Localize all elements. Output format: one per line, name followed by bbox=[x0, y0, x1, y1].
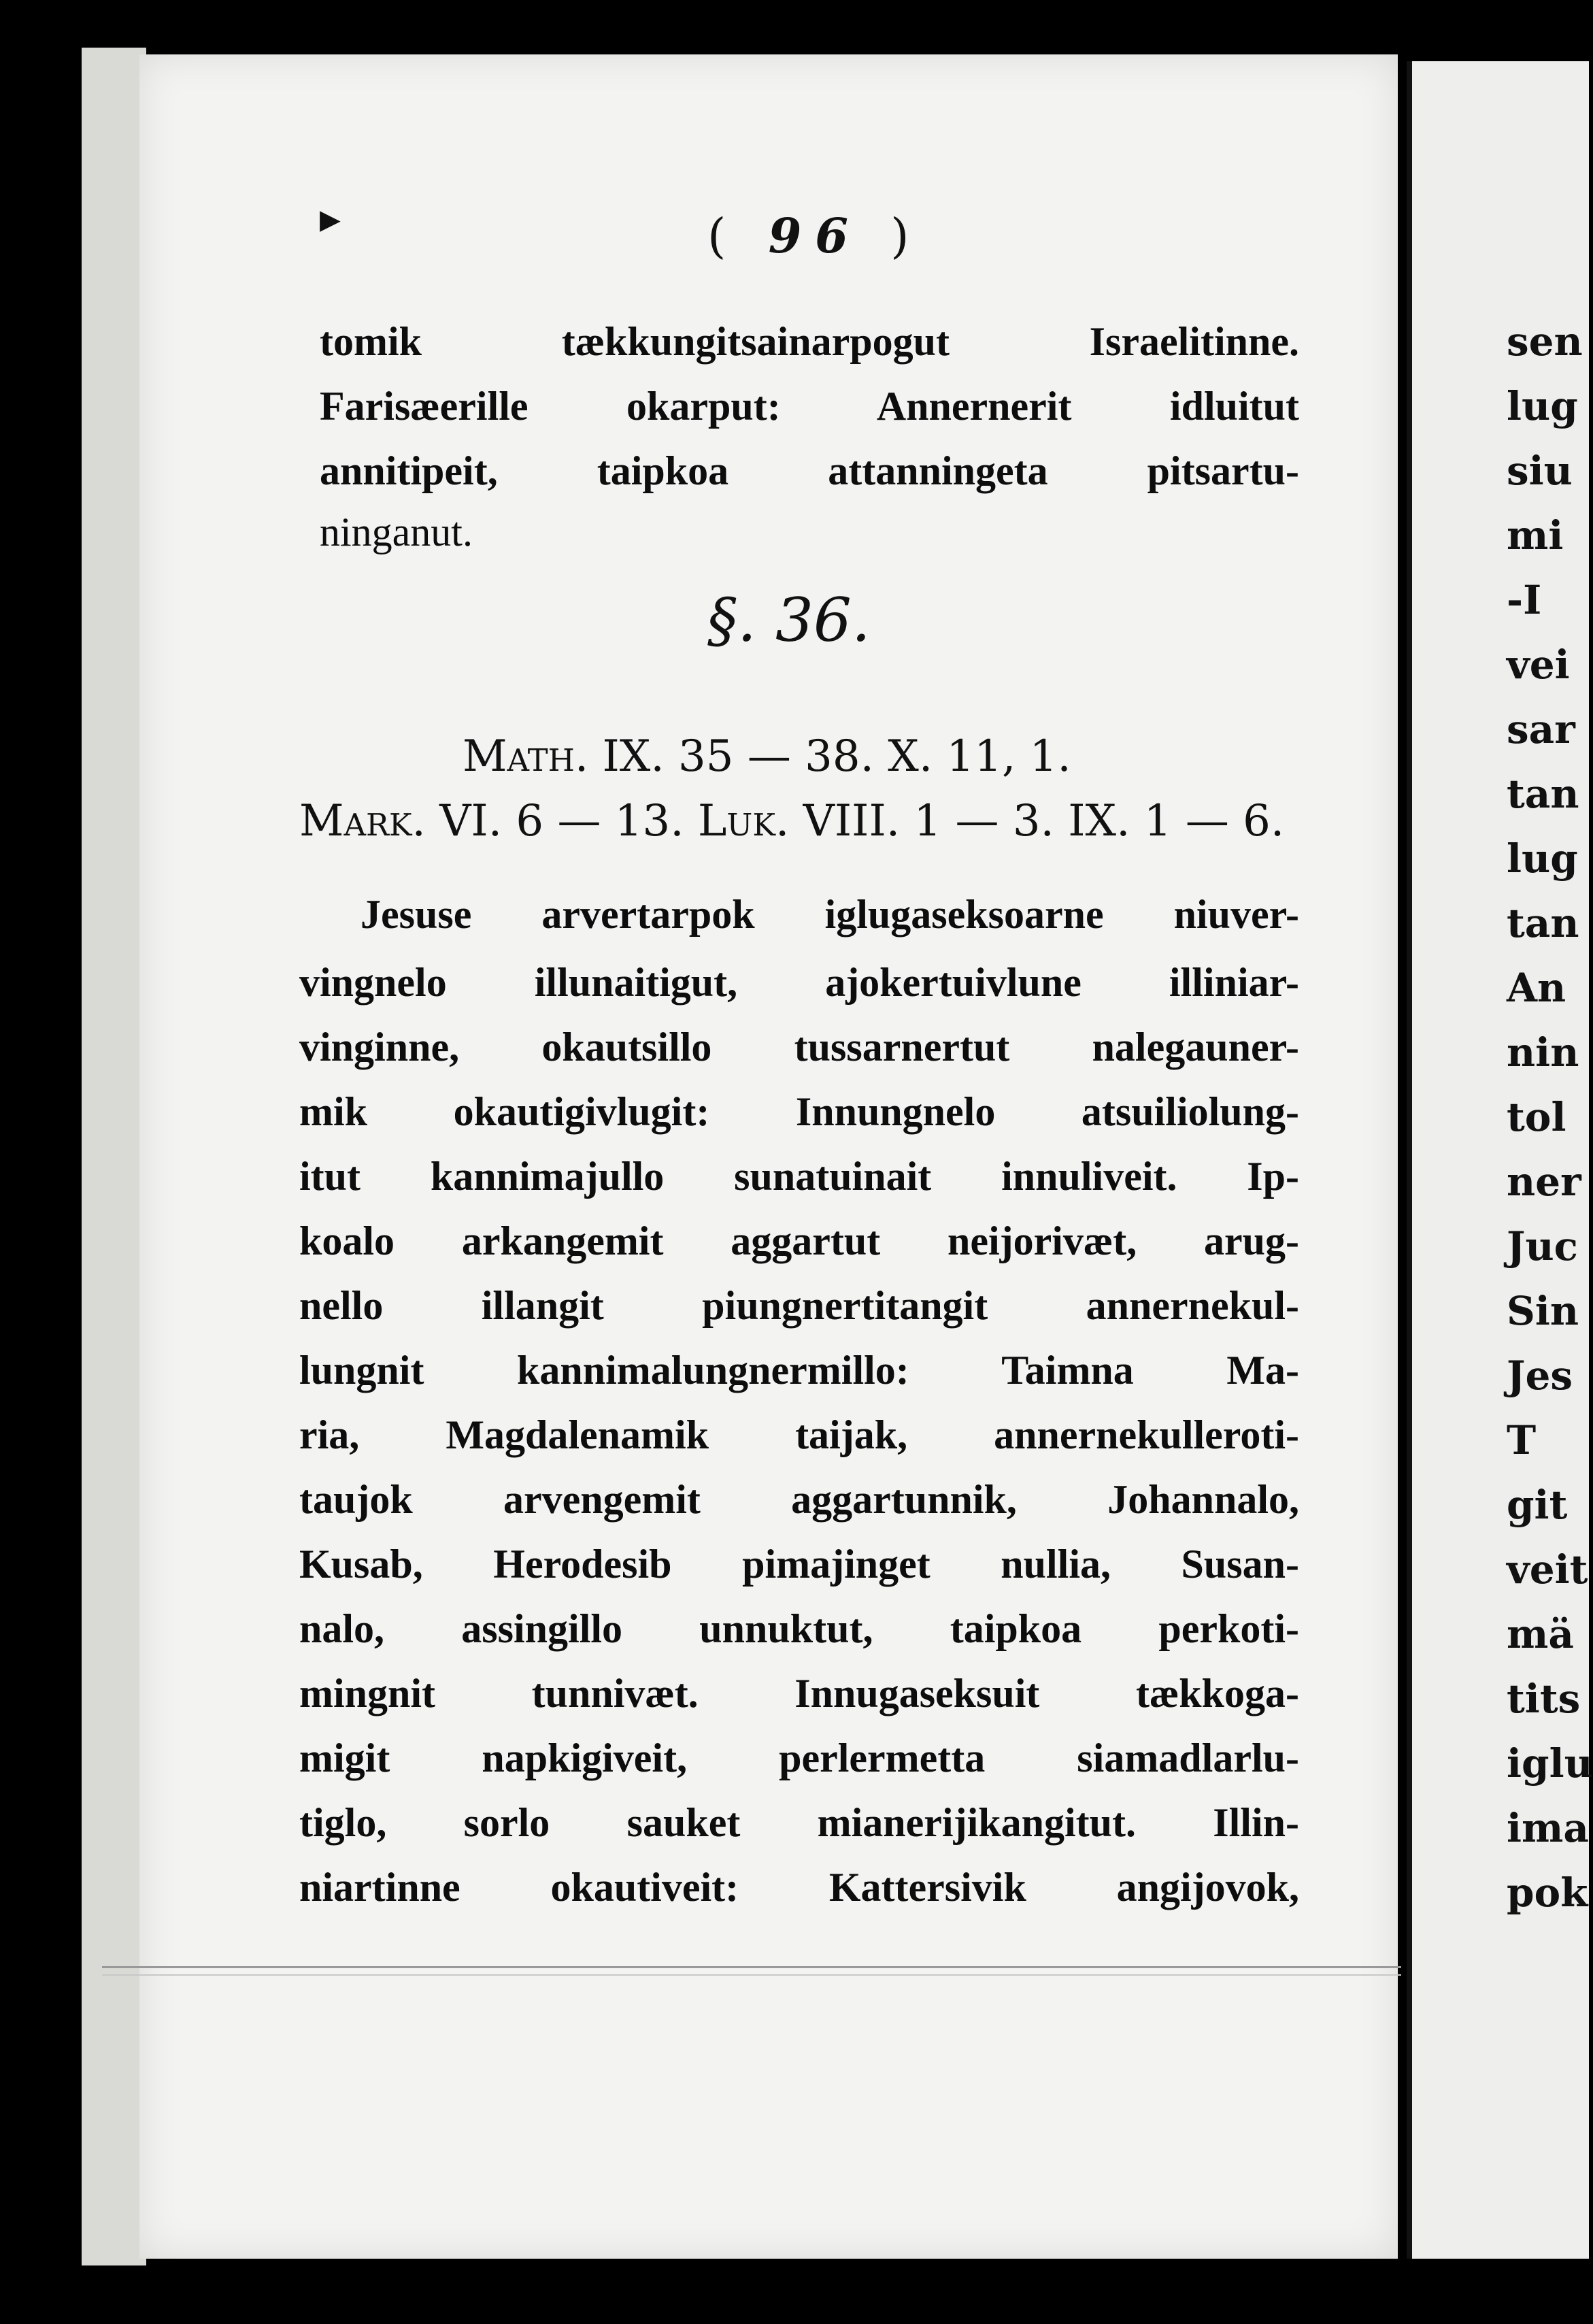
text-line: tomik tækkungitsainarpogut Israelitinne. bbox=[320, 319, 1299, 364]
next-page-fragment: vei bbox=[1507, 642, 1570, 688]
text-line: lungnit kannimalungnermillo: Taimna Ma- bbox=[299, 1348, 1299, 1393]
paren-close: ) bbox=[890, 208, 923, 264]
next-page-fragment: nin bbox=[1507, 1029, 1579, 1076]
next-page-fragment: tits bbox=[1507, 1676, 1581, 1722]
next-page-fragment: tan bbox=[1507, 771, 1579, 817]
next-page-fragment: siu bbox=[1507, 448, 1573, 494]
next-page-fragment: Juc bbox=[1507, 1223, 1578, 1269]
text-line: migit napkigiveit, perlermetta siamadlarlu- bbox=[299, 1736, 1299, 1780]
next-page-fragment: mi bbox=[1507, 512, 1564, 559]
text-line: tiglo, sorlo sauket mianerijikangitut. Illin- bbox=[299, 1800, 1299, 1845]
text-line: itut kannimajullo sunatuinait innuliveit. Ip- bbox=[299, 1154, 1299, 1199]
text-line: nello illangit piungnertitangit annernekul- bbox=[299, 1283, 1299, 1328]
next-page-fragment: lug bbox=[1507, 835, 1578, 882]
next-page-fragment: tan bbox=[1507, 900, 1579, 946]
text-line: ninganut. bbox=[320, 510, 473, 554]
text-line: vingnelo illunaitigut, ajokertuivlune illiniar- bbox=[299, 960, 1299, 1005]
next-page-fragment: veit bbox=[1507, 1546, 1588, 1593]
text-line: vinginne, okautsillo tussarnertut nalegauner- bbox=[299, 1025, 1299, 1069]
scripture-reference-1: Math. IX. 35 — 38. X. 11, 1. bbox=[463, 731, 1071, 782]
text-line: annitipeit, taipkoa attanningeta pitsartu- bbox=[320, 448, 1299, 493]
text-line: taujok arvengemit aggartunnik, Johannalo, bbox=[299, 1477, 1299, 1522]
next-page-fragment: -I bbox=[1507, 577, 1542, 623]
next-page-fragment: git bbox=[1507, 1482, 1568, 1528]
page-number: 96 bbox=[768, 208, 862, 264]
page-gutter bbox=[82, 48, 146, 2265]
next-page-fragment: Sin bbox=[1507, 1288, 1579, 1334]
next-page-fragment: Jes bbox=[1507, 1352, 1573, 1399]
next-page-fragment: An bbox=[1507, 965, 1566, 1011]
paren-open: ( bbox=[707, 208, 740, 264]
text-line: nalo, assingillo unnuktut, taipkoa perkoti- bbox=[299, 1606, 1299, 1651]
text-line: mik okautigivlugit: Innungnelo atsuiliolung- bbox=[299, 1089, 1299, 1134]
page-fold-line-secondary bbox=[102, 1974, 1401, 1976]
text-line: Kusab, Herodesib pimajinget nullia, Susan- bbox=[299, 1542, 1299, 1587]
next-page-fragment: ner bbox=[1507, 1159, 1581, 1205]
running-head bbox=[707, 208, 923, 264]
next-page-fragment: mä bbox=[1507, 1611, 1574, 1657]
next-page-fragment: iglu bbox=[1507, 1740, 1593, 1787]
section-heading: §. 36. bbox=[707, 585, 871, 655]
next-page-fragment: tol bbox=[1507, 1094, 1566, 1140]
scripture-reference-2: Mark. VI. 6 — 13. Luk. VIII. 1 — 3. IX. 1 — 6. bbox=[299, 796, 1285, 846]
text-line: Farisæerille okarput: Annernerit idluitut bbox=[320, 384, 1299, 429]
text-line: koalo arkangemit aggartut neijorivæt, arug- bbox=[299, 1218, 1299, 1263]
page-fold-line bbox=[102, 1966, 1401, 1968]
next-page-fragment: sen bbox=[1507, 318, 1583, 365]
next-page-fragment: ima bbox=[1507, 1805, 1589, 1851]
text-line: Jesuse arvertarpok iglugaseksoarne niuver- bbox=[360, 892, 1299, 937]
text-line: niartinne okautiveit: Kattersivik angijovok, bbox=[299, 1865, 1299, 1910]
next-page-fragment: sar bbox=[1507, 706, 1575, 752]
next-page-fragment: T bbox=[1507, 1417, 1537, 1463]
text-line: ria, Magdalenamik taijak, annernekulleroti- bbox=[299, 1412, 1299, 1457]
next-page-fragment: pok bbox=[1507, 1870, 1588, 1916]
text-line: mingnit tunnivæt. Innugaseksuit tækkoga- bbox=[299, 1671, 1299, 1716]
next-page-fragment: lug bbox=[1507, 383, 1578, 429]
ink-mark: ▶ bbox=[320, 204, 341, 235]
